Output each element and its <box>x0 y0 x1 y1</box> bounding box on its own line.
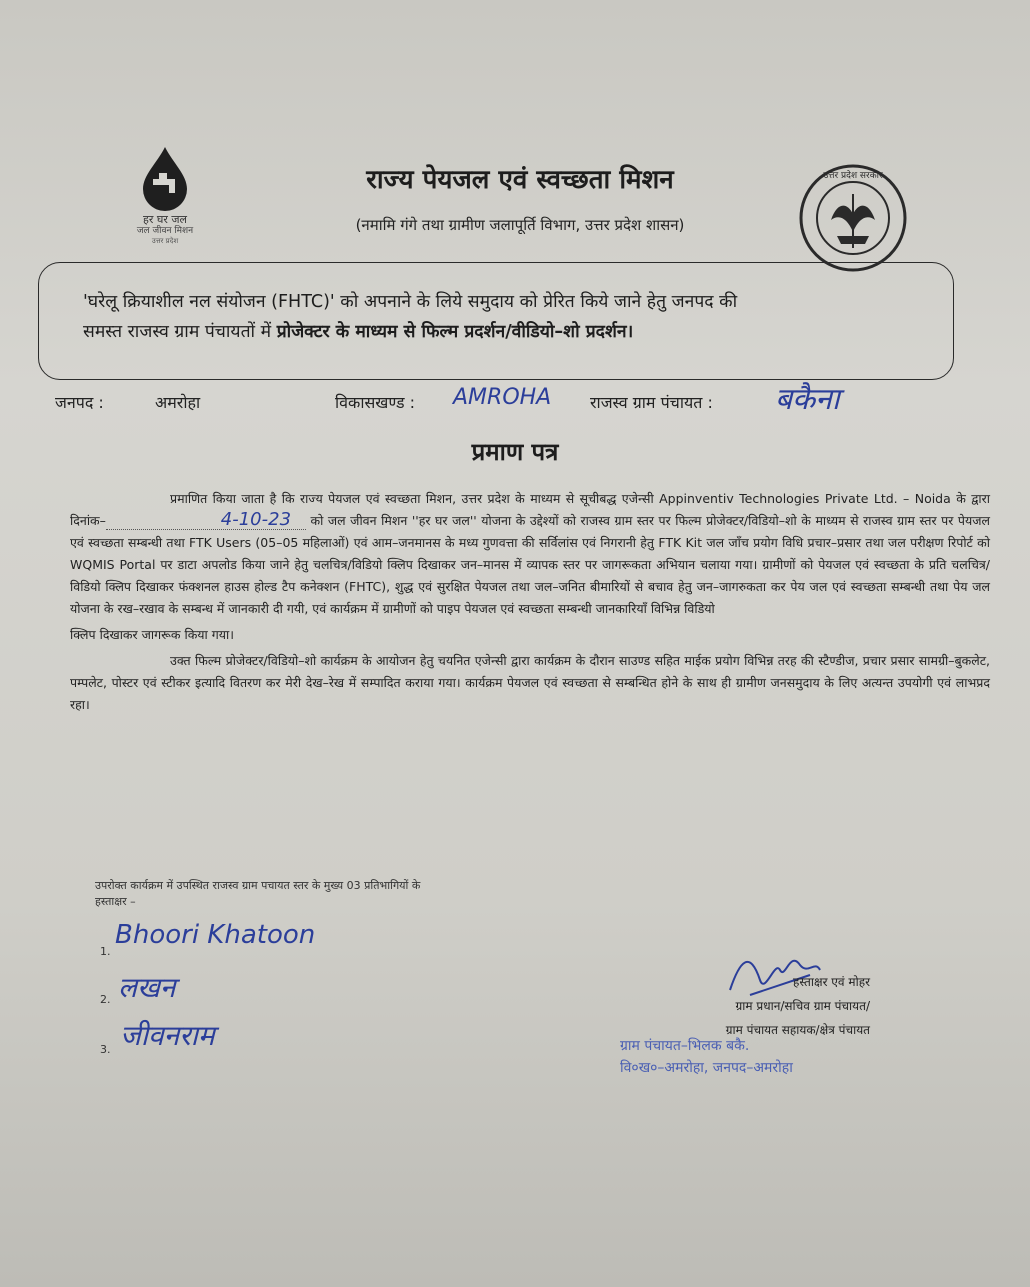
signatory-line-2: ग्राम प्रधान/सचिव ग्राम पंचायत/ <box>735 999 870 1013</box>
seal-text: उत्तर प्रदेश सरकार <box>823 171 883 181</box>
para1-part-c: क्लिप दिखाकर जागरूक किया गया। <box>70 627 235 642</box>
participant-3-signature: जीवनराम <box>120 1019 215 1052</box>
har-ghar-jal-logo <box>110 145 220 255</box>
mission-title: राज्य पेयजल एवं स्वच्छता मिशन <box>366 165 674 195</box>
banner-line-1: 'घरेलू क्रियाशील नल संयोजन (FHTC)' को अपनाने के लिये समुदाय को प्रेरित किये जाने हेतु जनपद की <box>83 292 738 312</box>
panchayat-value: बकैना <box>775 382 840 417</box>
stamp-line-2: वि०ख०–अमरोहा, जनपद–अमरोहा <box>620 1060 793 1076</box>
district-value: अमरोहा <box>155 393 201 412</box>
participant-1-number: 1. <box>100 945 111 958</box>
block-value: AMROHA <box>453 385 552 410</box>
participant-2-number: 2. <box>100 993 111 1006</box>
para1-part-b: को जल जीवन मिशन ''हर घर जल'' योजना के उद्देश्यों को राजस्व ग्राम स्तर पर फिल्म प्रोजेक्टर/विडियो–शो के माध्यम से राजस्व ग्राम स्तर पर पेयजल एवं स्वच्छता सम्बन्धी तथा FTK Users (05–05 महिलाओं) एवं आम–जनमानस के मध्य गुणवत्ता की सर्विलांस एवं निगरानी हेतु FTK Kit जल जाँच प्रयोग विधि प्रचार–प्रसार तथा जल परीक्षण रिपोर्ट को WQMIS Portal पर डाटा अपलोड किया जाने हेतु चलचित्र/विडियो क्लिप दिखाकर जन–मानस में व्यापक स्तर पर जागरूकता अभियान चलाया गया। ग्रामीणों को पेयजल एवं स्वच्छता के प्रति चलचित्र/विडियो क्लिप दिखाकर फंक्शनल हाउस होल्ड टैप कनेक्शन (FHTC), शुद्ध एवं सुरक्षित पेयजल तथा जल–जनित बीमारियों से बचाव हेतु जन–जागरुकता कर पेय जल एवं स्वच्छता सम्बन्धी तथा पेय जल योजना के रख–रखाव के सम्बन्ध में जानकारी दी गयी, एवं कार्यक्रम में ग्रामीणों को पाइप पेयजल एवं स्वच्छता सम्बन्धी जानकारियाँ विभिन्न विडियो <box>70 513 990 616</box>
panchayat-label: राजस्व ग्राम पंचायत : <box>590 393 713 412</box>
signatory-line-3: ग्राम पंचायत सहायक/क्षेत्र पंचायत <box>725 1023 870 1037</box>
district-label: जनपद : <box>55 393 104 412</box>
participants-block <box>95 878 595 910</box>
logo-line-2: जल जीवन मिशन <box>136 226 194 236</box>
block-label: विकासखण्ड : <box>335 393 416 412</box>
participant-3-number: 3. <box>100 1043 111 1056</box>
para1-part-a: प्रमाणित किया जाता है कि राज्य पेयजल एवं स्वच्छता मिशन, उत्तर प्रदेश के माध्यम से सूचीबद्ध एजेन्सी Appinventiv Technologies Private Ltd. – Noida के द्वारा दिनांक– <box>70 491 990 528</box>
banner-line-2-plain: समस्त राजस्व ग्राम पंचायतों में <box>83 322 272 342</box>
signatory-line-1: हस्ताक्षर एवं मोहर <box>792 975 870 989</box>
stamp-line-1: ग्राम पंचायत–भिलक बकै. <box>620 1038 750 1054</box>
body-paragraph-2: उक्त फिल्म प्रोजेक्टर/विडियो–शो कार्यक्रम के आयोजन हेतु चयनित एजेन्सी द्वारा कार्यक्रम के दौरान साउण्ड सहित माईक प्रयोग विभिन्न तरह की स्टैण्डीज, प्रचार प्रसार सामग्री–बुकलेट, पम्पलेट, पोस्टर एवं स्टीकर इत्यादि वितरण कर मेरी देख–रेख में सम्पादित कराया गया। कार्यक्रम पेयजल एवं स्वच्छता से सम्बन्धित होने के साथ ही ग्रामीण जनसमुदाय के लिए अत्यन्त उपयोगी एवं लाभप्रद रहा। <box>70 653 990 712</box>
certificate-title: प्रमाण पत्र <box>471 438 559 466</box>
document-header <box>100 140 930 270</box>
participant-2-signature: लखन <box>118 971 176 1004</box>
logo-line-3: उत्तर प्रदेश <box>151 237 179 245</box>
program-banner <box>38 262 954 380</box>
program-date: 4-10-23 <box>106 511 306 530</box>
body-paragraph-1 <box>70 488 990 620</box>
participants-sign-label: हस्ताक्षर – <box>95 895 136 908</box>
location-row <box>55 383 955 423</box>
banner-line-2-bold: प्रोजेक्टर के माध्यम से फिल्म प्रदर्शन/वीडियो–शो प्रदर्शन। <box>276 322 634 342</box>
participant-1-signature: Bhoori Khatoon <box>115 920 316 950</box>
water-drop-icon <box>137 145 193 213</box>
banner-line-2 <box>83 317 933 347</box>
up-government-seal-icon <box>797 162 909 274</box>
mission-subtitle: (नमामि गंगे तथा ग्रामीण जलापूर्ति विभाग, उत्तर प्रदेश शासन) <box>355 216 685 234</box>
certificate-body <box>70 488 990 716</box>
signatory-block <box>620 970 870 1042</box>
logo-line-1: हर घर जल <box>143 213 187 226</box>
panchayat-stamp <box>620 1035 860 1079</box>
participants-intro: उपरोक्त कार्यक्रम में उपस्थित राजस्व ग्राम पचायत स्तर के मुख्य 03 प्रतिभागियों के <box>95 879 421 892</box>
